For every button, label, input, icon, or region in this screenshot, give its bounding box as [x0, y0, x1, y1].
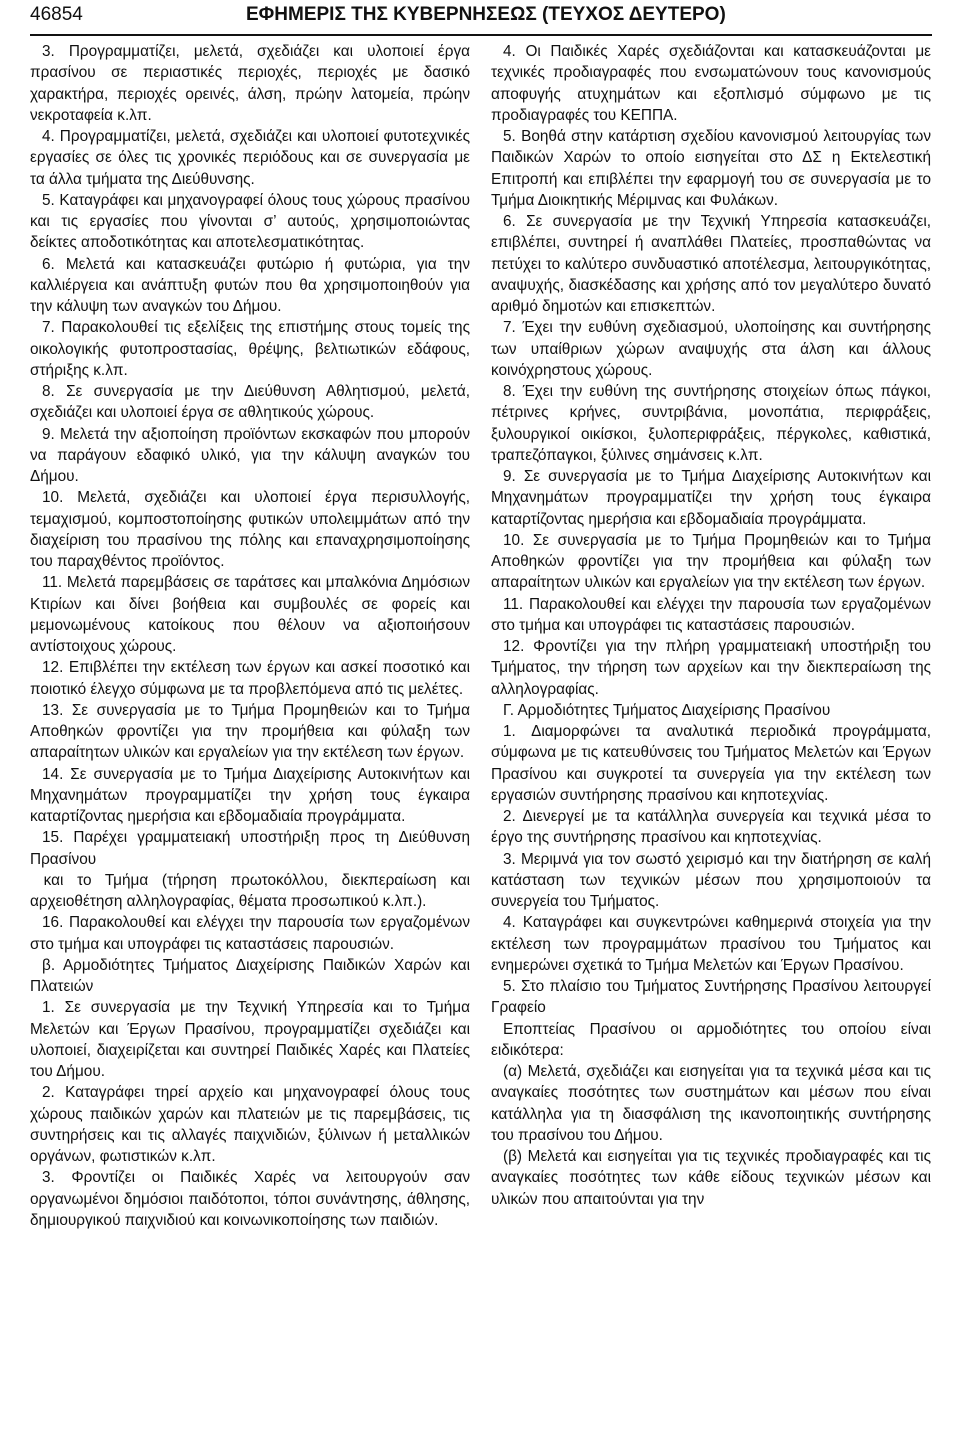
paragraph: 5. Βοηθά στην κατάρτιση σχεδίου κανονισμού λειτουργίας των Παιδικών Χαρών το οποίο εισηγείται στο ΔΣ η Εκτελεστική Επιτροπή και επιβλέπει την εφαρμογή του σε συνεργασία με το Τμήμα Διοικητικής Μέριμνας και Φυλάκων. — [491, 128, 931, 209]
paragraph: 3. Μεριμνά για τον σωστό χειρισμό και την διατήρηση σε καλή κατάσταση των τεχνικών μέσων που χρησιμοποιούν τα συνεργεία του Τμήματος. — [491, 850, 931, 910]
header-divider — [30, 34, 932, 36]
paragraph: (β) Μελετά και εισηγείται για τις τεχνικές προδιαγραφές και τις αναγκαίες ποσότητες των κάθε είδους τεχνικών μέσων και υλικών που απαιτούνται για την — [491, 1148, 931, 1208]
paragraph: 8. Σε συνεργασία με την Διεύθυνση Αθλητισμού, μελετά, σχεδιάζει και υλοποιεί έργα σε αθλητικούς χώρους. — [30, 383, 470, 422]
left-column — [30, 41, 475, 1231]
paragraph: 10. Σε συνεργασία με το Τμήμα Προμηθειών και το Τμήμα Αποθηκών φροντίζει για την προμήθεια και φύλαξη των απαραίτητων υλικών και εργαλείων για την εκτέλεση των έργων. — [491, 531, 931, 592]
section-heading: Γ. Αρμοδιότητες Τμήματος Διαχείρισης Πρασίνου — [503, 701, 831, 719]
paragraph: 8. Έχει την ευθύνη της συντήρησης στοιχείων όπως πάγκοι, πέτρινες κρήνες, συντριβάνια, μονοπάτια, περιφράξεις, ξυλουργικοί οικίσκοι, ξυλοπεριφράξεις, πέργκολες, καθιστικά, τραπεζόπαγκοι, ξύλινες σημάνσεις κ.λπ. — [491, 383, 931, 464]
paragraph: 12. Επιβλέπει την εκτέλεση των έργων και ασκεί ποσοτικό και ποιοτικό έλεγχο σύμφωνα με τα προβλεπόμενα από τις μελέτες. — [30, 659, 470, 698]
paragraph: 15. Παρέχει γραμματειακή υποστήριξη προς τη Διεύθυνση Πρασίνου — [30, 829, 470, 868]
paragraph: 4. Καταγράφει και συγκεντρώνει καθημερινά στοιχεία για την εκτέλεση των προγραμμάτων πρασίνου του Τμήματος και ενημερώνει σχετικά το Τμήμα Μελετών και Έργων Πρασίνου. — [491, 914, 931, 974]
paragraph: 9. Μελετά την αξιοποίηση προϊόντων εκσκαφών που μπορούν να παράγουν εδαφικό υλικό, για την κάλυψη αναγκών του Δήμου. — [30, 425, 470, 485]
section-heading: β. Αρμοδιότητες Τμήματος Διαχείρισης Παιδικών Χαρών και Πλατειών — [30, 956, 470, 995]
paragraph: Εποπτείας Πρασίνου οι αρμοδιότητες του οποίου είναι ειδικότερα: — [491, 1020, 931, 1059]
paragraph: 2. Διενεργεί με τα κατάλληλα συνεργεία και τεχνικά μέσα το έργο της συντήρησης πρασίνου και κηποτεχνίας. — [491, 808, 931, 847]
paragraph: 5. Στο πλαίσιο του Τμήματος Συντήρησης Πρασίνου λειτουργεί Γραφείο — [491, 978, 931, 1017]
paragraph: 1. Σε συνεργασία με την Τεχνική Υπηρεσία και το Τμήμα Μελετών και Έργων Πρασίνου, προγραμματίζει σχεδιάζει και υλοποιεί, διαχειρίζεται και συντηρεί Παιδικές Χαρές και Πλατείες του Δήμου. — [30, 999, 470, 1080]
paragraph: 7. Έχει την ευθύνη σχεδιασμού, υλοποίησης και συντήρησης των υπαίθριων χώρων αναψυχής στα άλση και άλλους κοινόχρηστους χώρους. — [491, 319, 931, 379]
page-header — [30, 0, 930, 34]
paragraph: 11. Παρακολουθεί και ελέγχει την παρουσία των εργαζομένων στο τμήμα και υπογράφει τις καταστάσεις παρουσιών. — [491, 595, 931, 634]
paragraph: 3. Προγραμματίζει, μελετά, σχεδιάζει και υλοποιεί έργα πρασίνου σε περιαστικές περιοχές, περιοχές με δασικό χαρακτήρα, περιοχές ορεινές, άλση, πρώην λατομεία, πρώην νεκροταφεία κ.λπ. — [30, 43, 470, 124]
paragraph: 3. Φροντίζει οι Παιδικές Χαρές να λειτουργούν σαν οργανωμένοι δημόσιοι παιδότοποι, τόποι συνάντησης, άθλησης, δημιουργικού παιχνιδιού και κοινωνικοποίησης των παιδιών. — [30, 1169, 470, 1229]
paragraph: 4. Οι Παιδικές Χαρές σχεδιάζονται και κατασκευάζονται με τεχνικές προδιαγραφές που ενσωματώνουν τους κανονισμούς αποφυγής ατυχημάτων και εξοπλισμό σύμφωνο με τις προδιαγραφές του ΚΕΠΠΑ. — [491, 43, 931, 124]
paragraph: (α) Μελετά, σχεδιάζει και εισηγείται για τα τεχνικά μέσα και τις αναγκαίες ποσότητες των συστημάτων και μέσων που είναι κατάλληλα για τη διασφάλιση της ικανοποιητικής συντήρησης του πρασίνου του Δήμου. — [491, 1063, 931, 1144]
paragraph: 6. Σε συνεργασία με την Τεχνική Υπηρεσία κατασκευάζει, επιβλέπει, συντηρεί ή αναπλάθει Πλατείες, προσπαθώντας να πετύχει το καλύτερο συνδυαστικό αποτέλεσμα, λειτουργικότητας, αναψυχής, διασκέδασης και χρήσης από τον μεγαλύτερο δυνατό αριθμό δημοτών και επισκεπτών. — [491, 213, 931, 315]
paragraph: 12. Φροντίζει για την πλήρη γραμματειακή υποστήριξη του Τμήματος, την τήρηση των αρχείων και την διεκπεραίωση της αλληλογραφίας. — [491, 638, 931, 698]
gazette-title: ΕΦΗΜΕΡΙΣ ΤΗΣ ΚΥΒΕΡΝΗΣΕΩΣ (ΤΕΥΧΟΣ ΔΕΥΤΕΡΟ) — [246, 4, 726, 25]
paragraph: 13. Σε συνεργασία με το Τμήμα Προμηθειών και το Τμήμα Αποθηκών φροντίζει για την προμήθεια και φύλαξη των απαραίτητων υλικών και εργαλείων για την εκτέλεση των έργων. — [30, 701, 470, 762]
paragraph: και το Τμήμα (τήρηση πρωτοκόλλου, διεκπεραίωση και αρχειοθέτηση αλληλογραφίας, θέματα προσωπικού κ.λπ.). — [30, 871, 475, 910]
paragraph: 1. Διαμορφώνει τα αναλυτικά περιοδικά προγράμματα, σύμφωνα με τις κατευθύνσεις του Τμήματος Μελετών και Έργων Πρασίνου και συγκροτεί τα συνεργεία για την εκτέλεση των εργασιών συντήρησης πρασίνου και κηποτεχνίας. — [491, 723, 931, 804]
paragraph: 6. Μελετά και κατασκευάζει φυτώριο ή φυτώρια, για την καλλιέργεια και ανάπτυξη φυτών που θα χρησιμοποιηθούν για την κάλυψη των αναγκών του Δήμου. — [30, 255, 470, 315]
paragraph: 10. Μελετά, σχεδιάζει και υλοποιεί έργα περισυλλογής, τεμαχισμού, κομποστοποίησης φυτικών υπολειμμάτων από την διαχείριση του πρασίνου της πόλης και επαναχρησιμοποίησης του παραχθέντος προϊόντος. — [30, 489, 470, 570]
paragraph: 5. Καταγράφει και μηχανογραφεί όλους τους χώρους πρασίνου και τις εργασίες που γίνονται σ’ αυτούς, χρησιμοποιώντας δείκτες αποδοτικότητας και αποτελεσματικότητας. — [30, 191, 470, 252]
paragraph: 14. Σε συνεργασία με το Τμήμα Διαχείρισης Αυτοκινήτων και Μηχανημάτων προγραμματίζει την χρήση τους έγκαιρα καταρτίζοντας ημερήσια και εβδομαδιαία προγράμματα. — [30, 765, 470, 825]
paragraph: 9. Σε συνεργασία με το Τμήμα Διαχείρισης Αυτοκινήτων και Μηχανημάτων προγραμματίζει την χρήση τους έγκαιρα καταρτίζοντας ημερήσια και εβδομαδιαία προγράμματα. — [491, 468, 931, 528]
paragraph: 2. Καταγράφει τηρεί αρχείο και μηχανογραφεί όλους τους χώρους παιδικών χαρών και πλατειών με τις παρεμβάσεις, τις συντηρήσεις και τις αλλαγές παιχνιδιών, ξύλινων ή μεταλλικών οργάνων, φωτιστικών κ.λπ. — [30, 1084, 470, 1165]
paragraph: 16. Παρακολουθεί και ελέγχει την παρουσία των εργαζομένων στο τμήμα και υπογράφει τις καταστάσεις παρουσιών. — [30, 914, 470, 953]
right-column — [491, 41, 931, 1210]
paragraph: 4. Προγραμματίζει, μελετά, σχεδιάζει και υλοποιεί φυτοτεχνικές εργασίες σε όλες τις χρονικές περιόδους και σε συνεργασία με τα άλλα τμήματα της Διεύθυνσης. — [30, 128, 470, 188]
page-number: 46854 — [30, 4, 83, 25]
paragraph: 7. Παρακολουθεί τις εξελίξεις της επιστήμης στους τομείς της οικολογικής φυτοπροστασίας, θρέψης, βελτιωτικών εδάφους, στήριξης κ.λπ. — [30, 319, 470, 379]
paragraph: 11. Μελετά παρεμβάσεις σε ταράτσες και μπαλκόνια Δημόσιων Κτιρίων και δίνει βοήθεια και συμβουλές σε φορείς και μεμονωμένους κατοίκους που θέλουν να αξιοποιήσουν αντίστοιχους χώρους. — [30, 574, 470, 655]
